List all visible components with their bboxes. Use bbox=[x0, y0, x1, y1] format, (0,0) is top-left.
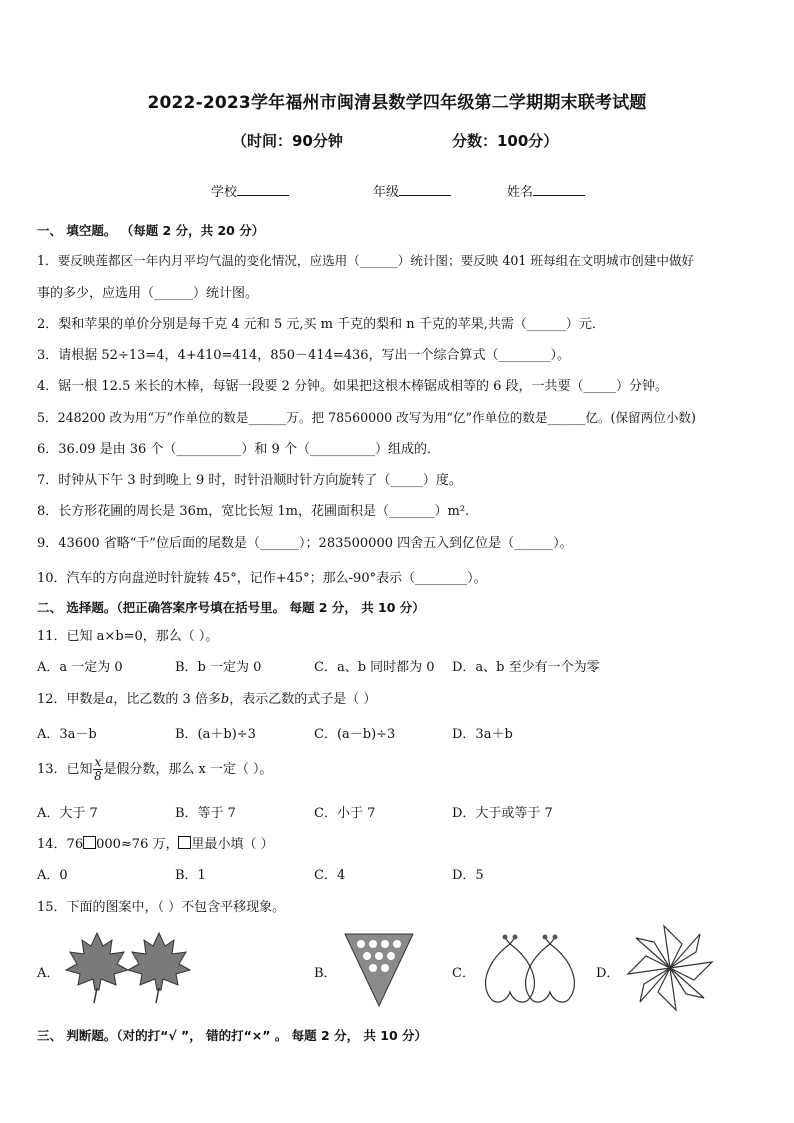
fraction-x-over-8: $\frac{x}{8}$ bbox=[94, 755, 102, 783]
question-13: 13．已知 $\frac{x}{8}$ 是假分数，那么 x 一定（ ）。 bbox=[37, 755, 273, 783]
question-1-line1: 1．要反映莲都区一年内月平均气温的变化情况，应选用（______）统计图；要反映 401 班每组在文明城市创建中做好 bbox=[37, 253, 695, 268]
q14-option-a: A．0 bbox=[37, 868, 68, 883]
q15-option-d: D． bbox=[596, 966, 620, 981]
grade-field: 年级 bbox=[373, 181, 451, 200]
question-10: 10．汽车的方向盘逆时针旋转 45°，记作+45°；那么-90°表示（________）。 bbox=[37, 571, 487, 586]
q15-option-c: C． bbox=[452, 966, 475, 981]
question-3: 3．请根据 52÷13=4，4+410=414，850－414=436，写出一个综合算式（________）。 bbox=[37, 348, 571, 363]
name-field: 姓名 bbox=[507, 181, 585, 200]
question-6: 6．36.09 是由 36 个（__________）和 9 个（__________）组成的． bbox=[37, 442, 440, 457]
question-7: 7．时钟从下午 3 时到晚上 9 时，时针沿顺时针方向旋转了（_____）度。 bbox=[37, 473, 462, 488]
triangle-flowers-image bbox=[343, 932, 415, 1008]
q15-option-a: A． bbox=[37, 966, 60, 981]
q14-option-b: B．1 bbox=[175, 868, 206, 883]
q12-option-d: D．3a＋b bbox=[452, 727, 513, 742]
question-12: 12．甲数是a，比乙数的 3 倍多b，表示乙数的式子是（ ） bbox=[37, 692, 377, 707]
exam-score: 分数：100分） bbox=[452, 132, 559, 150]
q12-option-b: B．(a＋b)÷3 bbox=[175, 727, 256, 742]
question-14: 14．76 000≈76 万， 里最小填（ ） bbox=[37, 837, 274, 852]
q11-option-d: D．a、b 至少有一个为零 bbox=[452, 660, 600, 675]
maple-leaves-image bbox=[62, 930, 192, 1005]
q13-option-a: A．大于 7 bbox=[37, 806, 98, 821]
q12-option-a: A．3a－b bbox=[37, 727, 97, 742]
school-field: 学校 bbox=[211, 181, 289, 200]
blank-box-icon bbox=[83, 836, 96, 849]
pinwheel-image bbox=[624, 922, 716, 1014]
q15-option-b: B． bbox=[314, 966, 337, 981]
section3-heading: 三、 判断题。（对的打“√ ”， 错的打“×” 。 每题 2 分， 共 10 分） bbox=[37, 1028, 428, 1043]
question-4: 4．锯一根 12.5 米长的木棒，每锯一段要 2 分钟。如果把这根木棒锯成相等的 6 段，一共要（_____）分钟。 bbox=[37, 379, 669, 394]
question-9: 9．43600 省略“千”位后面的尾数是（______）；283500000 四舍五入到亿位是（______）。 bbox=[37, 536, 573, 551]
q12-option-c: C．(a－b)÷3 bbox=[314, 727, 396, 742]
page-title: 2022-2023学年福州市闽清县数学四年级第二学期期末联考试题 bbox=[147, 93, 647, 113]
question-5: 5．248200 改为用“万”作单位的数是______万。把 78560000 改写为用“亿”作单位的数是______亿。(保留两位小数) bbox=[37, 410, 696, 425]
q11-option-a: A．a 一定为 0 bbox=[37, 660, 123, 675]
q11-option-b: B．b 一定为 0 bbox=[175, 660, 262, 675]
blank-box-icon bbox=[178, 836, 191, 849]
q13-option-b: B．等于 7 bbox=[175, 806, 236, 821]
question-15: 15．下面的图案中，（ ）不包含平移现象。 bbox=[37, 900, 286, 915]
question-11: 11．已知 a×b=0，那么（ ）。 bbox=[37, 629, 219, 644]
exam-time: （时间：90分钟 bbox=[232, 132, 343, 150]
question-2: 2．梨和苹果的单价分别是每千克 4 元和 5 元,买 m 千克的梨和 n 千克的苹果,共需（______）元． bbox=[37, 317, 605, 332]
q14-option-c: C．4 bbox=[314, 868, 346, 883]
section2-heading: 二、 选择题。（把正确答案序号填在括号里。 每题 2 分， 共 10 分） bbox=[37, 600, 425, 615]
question-8: 8．长方形花圃的周长是 36m，宽比长短 1m，花圃面积是（_______）m². bbox=[37, 504, 470, 519]
q13-option-c: C．小于 7 bbox=[314, 806, 376, 821]
heart-bags-image bbox=[480, 930, 585, 1008]
section1-heading: 一、 填空题。 （每题 2 分，共 20 分） bbox=[37, 223, 265, 238]
q14-option-d: D．5 bbox=[452, 868, 484, 883]
q11-option-c: C．a、b 同时都为 0 bbox=[314, 660, 435, 675]
q13-option-d: D．大于或等于 7 bbox=[452, 806, 553, 821]
question-1-line2: 事的多少，应选用（______）统计图。 bbox=[37, 286, 259, 301]
